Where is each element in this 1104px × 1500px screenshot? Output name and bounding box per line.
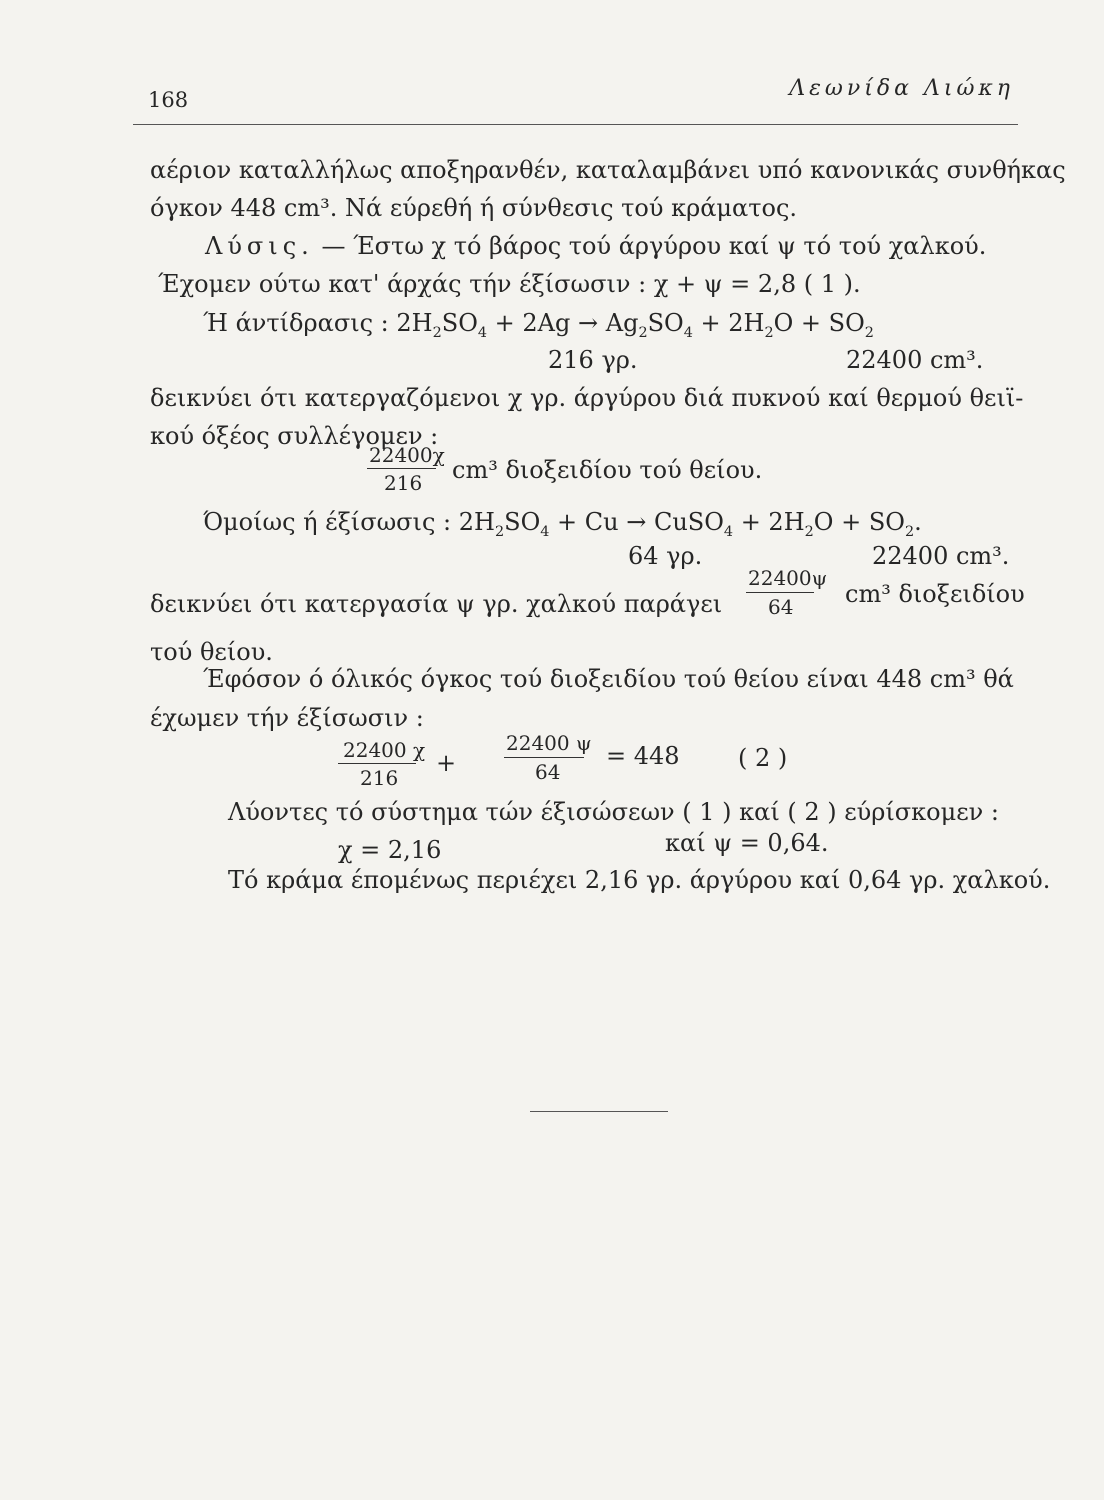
text-line: τού θείου. [150,638,273,666]
text-line: αέριον καταλλήλως αποξηρανθέν, καταλαμβάνει υπό κανονικάς συνθήκας [150,156,1066,184]
chemical-equation: $2H_2SO_4 + 2Ag \to Ag_2SO_4 + 2H_2O + SO_2$ [396,309,874,341]
volume-annotation: 22400 cm³. [846,346,984,374]
page-number: 168 [148,88,189,112]
mass-annotation: 64 γρ. [628,542,703,570]
fraction-bar [746,592,814,593]
fraction-denominator: 216 [360,766,399,790]
equation-rhs: = 448 [606,742,680,770]
text-line: Έχομεν ούτω κατ' άρχάς τήν έξίσωσιν : χ + ψ = 2,8 ( 1 ). [158,270,861,298]
page-header [148,72,1018,112]
fraction-numerator: 22400χ [369,443,445,467]
fraction-numerator: 22400ψ [748,566,828,590]
section-end-rule [530,1111,668,1112]
text-line: όγκον 448 cm³. Νά εύρεθή ή σύνθεσις τού κράματος. [150,194,798,222]
fraction-denominator: 216 [384,471,423,495]
fraction-denominator: 64 [768,595,794,619]
reaction-line [203,510,922,539]
plus-operator: + [436,749,457,777]
mass-annotation: 216 γρ. [548,346,638,374]
text-line: έχωμεν τήν έξίσωσιν : [150,704,424,732]
reaction-line [203,311,874,340]
fraction-bar [504,757,584,758]
text-line: κού όξέος συλλέγομεν : [150,422,439,450]
text-line: Έφόσον ό όλικός όγκος τού διοξειδίου τού θείου είναι 448 cm³ θά [203,665,1014,693]
text-span: cm³ διοξειδίου τού θείου. [452,456,763,484]
header-rule [133,124,1018,125]
text-span: cm³ διοξειδίου [845,580,1025,608]
solution-x: χ = 2,16 [338,836,442,864]
fraction-bar [338,763,416,764]
text-span: — Έστω χ τό βάρος τού άργύρου καί ψ τό τού χαλκού. [321,232,987,260]
text-line [205,234,986,258]
fraction-numerator: 22400 χ [343,738,426,762]
reaction-label: Όμοίως ή έξίσωσις : [203,508,452,536]
fraction-denominator: 64 [535,760,561,784]
text-line: δεικνύει ότι κατεργαζόμενοι χ γρ. άργύρου διά πυκνού καί θερμού θειϊ- [150,384,1024,412]
chemical-equation: $2H_2SO_4 + Cu$ → CuSO$_4$ + $2H_2O + SO_2$. [458,508,922,540]
fraction-numerator: 22400 ψ [506,731,592,755]
solution-label: Λύσις. [205,232,314,260]
text-line: Λύοντες τό σύστημα τών έξισώσεων ( 1 ) καί ( 2 ) εύρίσκομεν : [228,798,999,826]
text-line: Τό κράμα έπομένως περιέχει 2,16 γρ. άργύρου καί 0,64 γρ. χαλκού. [228,866,1051,894]
fraction-bar [367,468,436,469]
reaction-label: Ή άντίδρασις : [203,309,389,337]
equation-number: ( 2 ) [738,744,788,772]
running-head: Λεωνίδα Λιώκη [789,76,1014,101]
volume-annotation: 22400 cm³. [872,542,1010,570]
text-line: δεικνύει ότι κατεργασία ψ γρ. χαλκού παράγει [150,590,723,618]
solution-psi: καί ψ = 0,64. [665,829,829,857]
